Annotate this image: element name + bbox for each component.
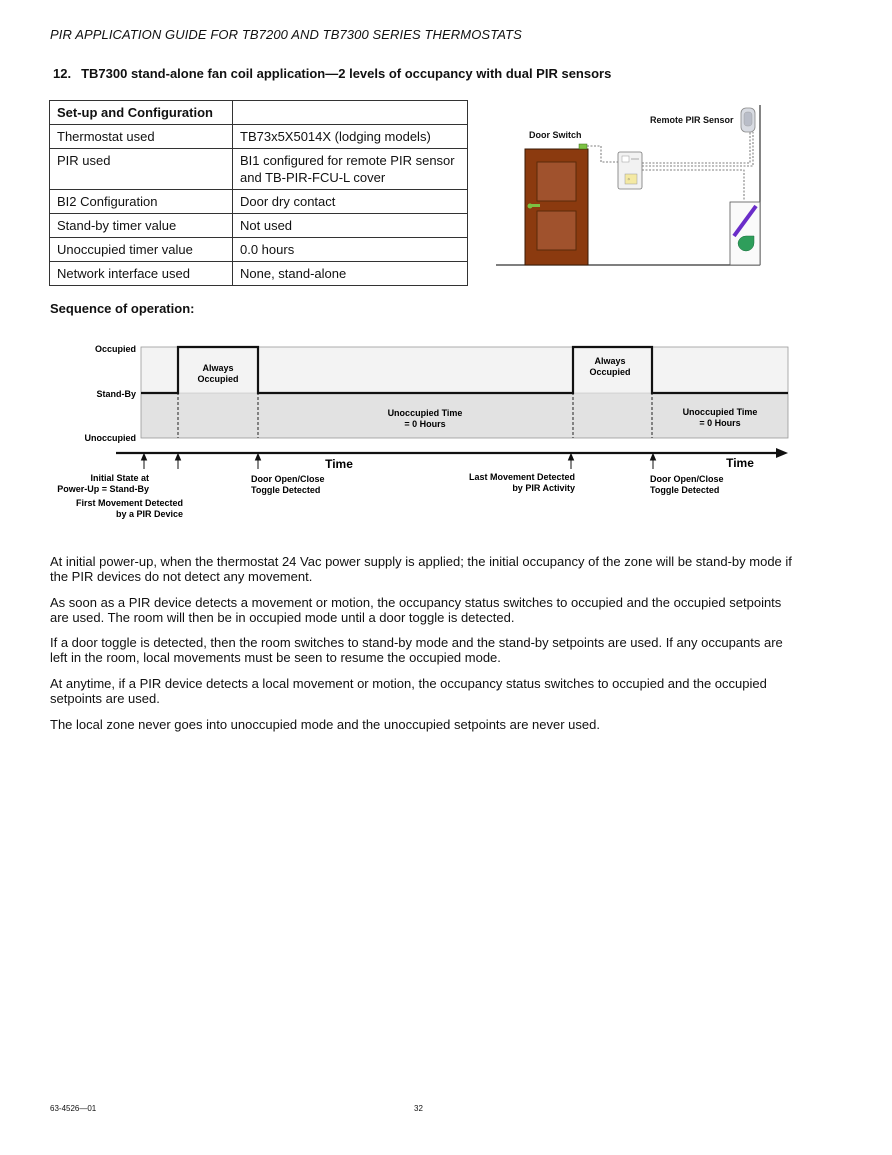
event-label-door-toggle: Door Open/Close: [650, 474, 724, 484]
fan-icon: [738, 236, 754, 251]
footer-doc-number: 63-4526—01: [50, 1104, 97, 1113]
event-label-door-toggle: Toggle Detected: [251, 485, 321, 495]
always-occupied-label: Always: [594, 356, 626, 366]
event-label-last-movement: by PIR Activity: [512, 483, 575, 493]
event-arrowhead: [569, 454, 574, 460]
room-illustration-svg: [494, 100, 774, 270]
remote-pir-lens: [744, 112, 752, 126]
pir-wire-2: [642, 132, 753, 166]
event-arrowhead: [651, 454, 656, 460]
table-cell: PIR used: [50, 149, 233, 190]
door-switch-label: Door Switch: [529, 130, 582, 140]
door-knob-icon: [528, 204, 533, 209]
table-cell: Thermostat used: [50, 125, 233, 149]
table-header-row: [50, 101, 468, 125]
footer-page-number: 32: [414, 1104, 423, 1113]
table-row: [50, 262, 468, 286]
door-panel-bottom: [537, 211, 576, 250]
sequence-diagram-svg: [40, 335, 800, 530]
table-row: [50, 238, 468, 262]
event-arrows: [142, 454, 656, 469]
table-cell: Door dry contact: [233, 190, 468, 214]
table-cell: None, stand-alone: [233, 262, 468, 286]
event-arrowhead: [176, 454, 181, 460]
event-label-door-toggle: Toggle Detected: [650, 485, 720, 495]
unoccupied-time-label: = 0 Hours: [699, 418, 741, 428]
time-axis-label: Time: [325, 457, 353, 471]
body-paragraph: If a door toggle is detected, then the room switches to stand-by mode and the stand-by setpoints are used. If any occupants are left in the room, local movements must be seen to resume the occupied mode.: [50, 635, 783, 665]
event-label-initial: Power-Up = Stand-By: [57, 484, 149, 494]
unoccupied-time-label: = 0 Hours: [404, 419, 446, 429]
sequence-title: Sequence of operation:: [50, 301, 195, 316]
event-label-first-movement: by a PIR Device: [115, 509, 183, 519]
event-label-last-movement: Last Movement Detected: [468, 472, 575, 482]
body-paragraph: At anytime, if a PIR device detects a local movement or motion, the occupancy status switches to occupied and the occupied setpoints are used.: [50, 676, 767, 706]
event-label-door-toggle: Door Open/Close: [251, 474, 325, 484]
event-arrowhead: [256, 454, 261, 460]
body-paragraph: As soon as a PIR device detects a movement or motion, the occupancy status switches to occupied and the occupied setpoints are used. The room will then be in occupied mode until a door toggle is detected.: [50, 595, 782, 625]
table-cell: 0.0 hours: [233, 238, 468, 262]
level-label-occupied: Occupied: [94, 344, 136, 354]
door-panel-top: [537, 162, 576, 201]
room-illustration: [494, 100, 774, 270]
level-label-standby: Stand-By: [96, 389, 136, 399]
switch-wire: [587, 146, 618, 162]
event-label-first-movement: First Movement Detected: [75, 498, 183, 508]
occupied-band: [141, 347, 788, 393]
table-header-cell: [233, 101, 468, 125]
table-cell: Not used: [233, 214, 468, 238]
thermostat-display-glyph: ☼: [627, 176, 631, 181]
event-label-initial: Initial State at: [90, 473, 149, 483]
fcu-wire: [642, 170, 744, 200]
table-row: [50, 214, 468, 238]
table-row: [50, 125, 468, 149]
table-cell: Network interface used: [50, 262, 233, 286]
door-switch-icon: [579, 144, 587, 149]
remote-pir-label: Remote PIR Sensor: [650, 115, 734, 125]
always-occupied-label: Always: [202, 363, 234, 373]
table-row: [50, 149, 468, 190]
table-cell: BI1 configured for remote PIR sensor and TB-PIR-FCU-L cover: [233, 149, 468, 190]
config-table: [49, 100, 468, 286]
table-cell: Unoccupied timer value: [50, 238, 233, 262]
event-arrowhead: [142, 454, 147, 460]
unoccupied-time-label: Unoccupied Time: [387, 408, 463, 418]
section-title: [53, 66, 611, 81]
body-paragraph: The local zone never goes into unoccupied mode and the unoccupied setpoints are never used.: [50, 717, 600, 732]
sequence-diagram: [40, 335, 800, 530]
table-cell: BI2 Configuration: [50, 190, 233, 214]
always-occupied-label: Occupied: [197, 374, 239, 384]
time-axis-label: Time: [726, 456, 754, 470]
body-paragraph: At initial power-up, when the thermostat 24 Vac power supply is applied; the initial occupancy of the zone will be stand-by mode if the PIR devices do not detect any movement.: [50, 554, 792, 584]
section-title-text: TB7300 stand-alone fan coil application—2 levels of occupancy with dual PIR sensors: [81, 66, 612, 81]
section-number: 12.: [53, 66, 72, 81]
table-row: [50, 190, 468, 214]
table-cell: TB73x5X5014X (lodging models): [233, 125, 468, 149]
table-cell: Stand-by timer value: [50, 214, 233, 238]
time-axis-arrowhead: [776, 448, 788, 458]
table-header-cell: Set-up and Configuration: [50, 101, 233, 125]
running-head: PIR APPLICATION GUIDE FOR TB7200 AND TB7300 SERIES THERMOSTATS: [50, 27, 522, 42]
thermostat-pir-window: [622, 156, 629, 162]
always-occupied-label: Occupied: [589, 367, 631, 377]
unoccupied-time-label: Unoccupied Time: [682, 407, 758, 417]
level-label-unoccupied: Unoccupied: [84, 433, 136, 443]
pir-wire-1: [642, 132, 750, 163]
